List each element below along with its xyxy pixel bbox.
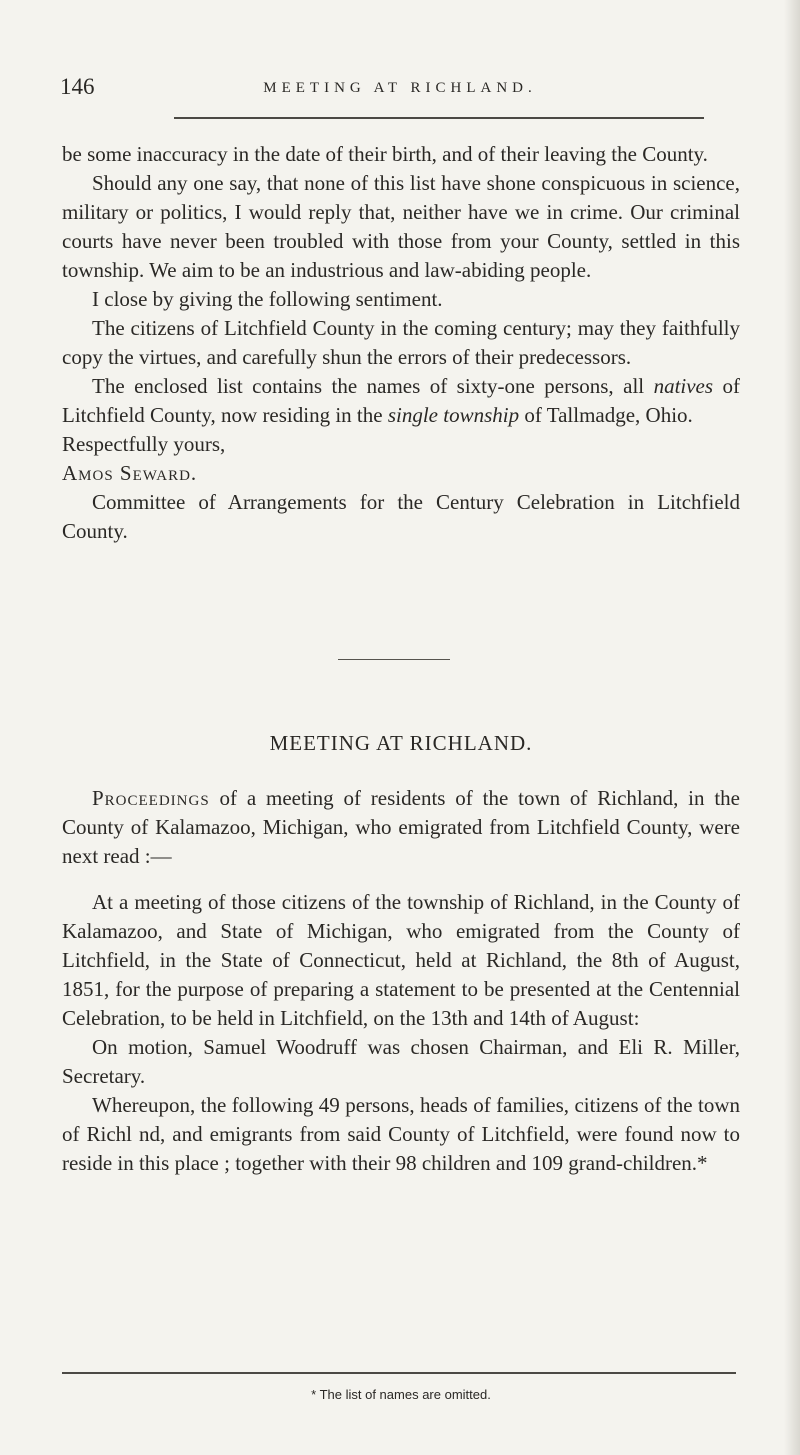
footnote-rule	[62, 1372, 736, 1374]
proceedings-intro-text: of a meeting of residents of the town of Richland, in the County of Kalamazoo, Michigan, who emigrated from Litchfield County, were next read :—	[62, 786, 740, 868]
letter-paragraph-5	[62, 372, 740, 430]
page-edge-shadow	[784, 0, 800, 1455]
page-number: 146	[60, 74, 95, 99]
minutes-paragraph-3: Whereupon, the following 49 persons, heads of families, citizens of the town of Richl nd, and emigrants from said County of Litchfield, were found now to reside in this place ; together with their 98 children and 109 grand-children.*	[62, 1093, 740, 1175]
signer-title: Committee of Arrangements for the Century Celebration in Litchfield County.	[62, 490, 740, 543]
meeting-minutes	[62, 888, 740, 1178]
minutes-paragraph-1: At a meeting of those citizens of the township of Richland, in the County of Kalamazoo, and State of Michigan, who emigrated from the County of Litchfield, in the State of Connecticut, held at Richland, the 8th of August, 1851, for the purpose of preparing a statement to be presented at the Centennial Celebration, to be held in Litchfield, on the 13th and 14th of August:	[62, 890, 740, 1030]
running-head: MEETING AT RICHLAND.	[263, 80, 537, 96]
single-township-emphasis: single township	[387, 403, 520, 427]
section-title: MEETING AT RICHLAND.	[269, 731, 533, 755]
proceedings-introduction	[62, 784, 740, 871]
letter-signer: Amos Seward.	[62, 461, 198, 485]
section-divider	[338, 659, 450, 660]
letter-paragraph-1: be some inaccuracy in the date of their birth, and of their leaving the County.	[62, 142, 708, 166]
list-text-middle: of Litchfield County, now residing in the	[62, 374, 740, 427]
minutes-paragraph-2: On motion, Samuel Woodruff was chosen Chairman, and Eli R. Miller, Secretary.	[62, 1035, 740, 1088]
natives-emphasis: natives	[653, 374, 714, 398]
list-text-start: The enclosed list contains the names of sixty-one persons, all	[92, 374, 654, 398]
letter-text	[62, 140, 740, 546]
list-text-end: of Tallmadge, Ohio.	[519, 403, 693, 427]
proceedings-lead-word: Proceedings	[92, 786, 210, 810]
letter-paragraph-3: I close by giving the following sentiment.	[92, 287, 443, 311]
letter-paragraph-2: Should any one say, that none of this list have shone conspicuous in science, military or politics, I would reply that, neither have we in crime. Our criminal courts have never been troubled with those from your County, settled in this township. We aim to be an industrious and law-abiding people.	[62, 171, 740, 282]
proceedings-intro-paragraph	[62, 784, 740, 871]
page-header	[60, 72, 740, 102]
footnote: * The list of names are omitted.	[311, 1387, 491, 1402]
header-rule	[174, 117, 704, 119]
letter-closing: Respectfully yours,	[62, 432, 226, 456]
letter-paragraph-4: The citizens of Litchfield County in the coming century; may they faithfully copy the virtues, and carefully shun the errors of their predecessors.	[62, 316, 740, 369]
